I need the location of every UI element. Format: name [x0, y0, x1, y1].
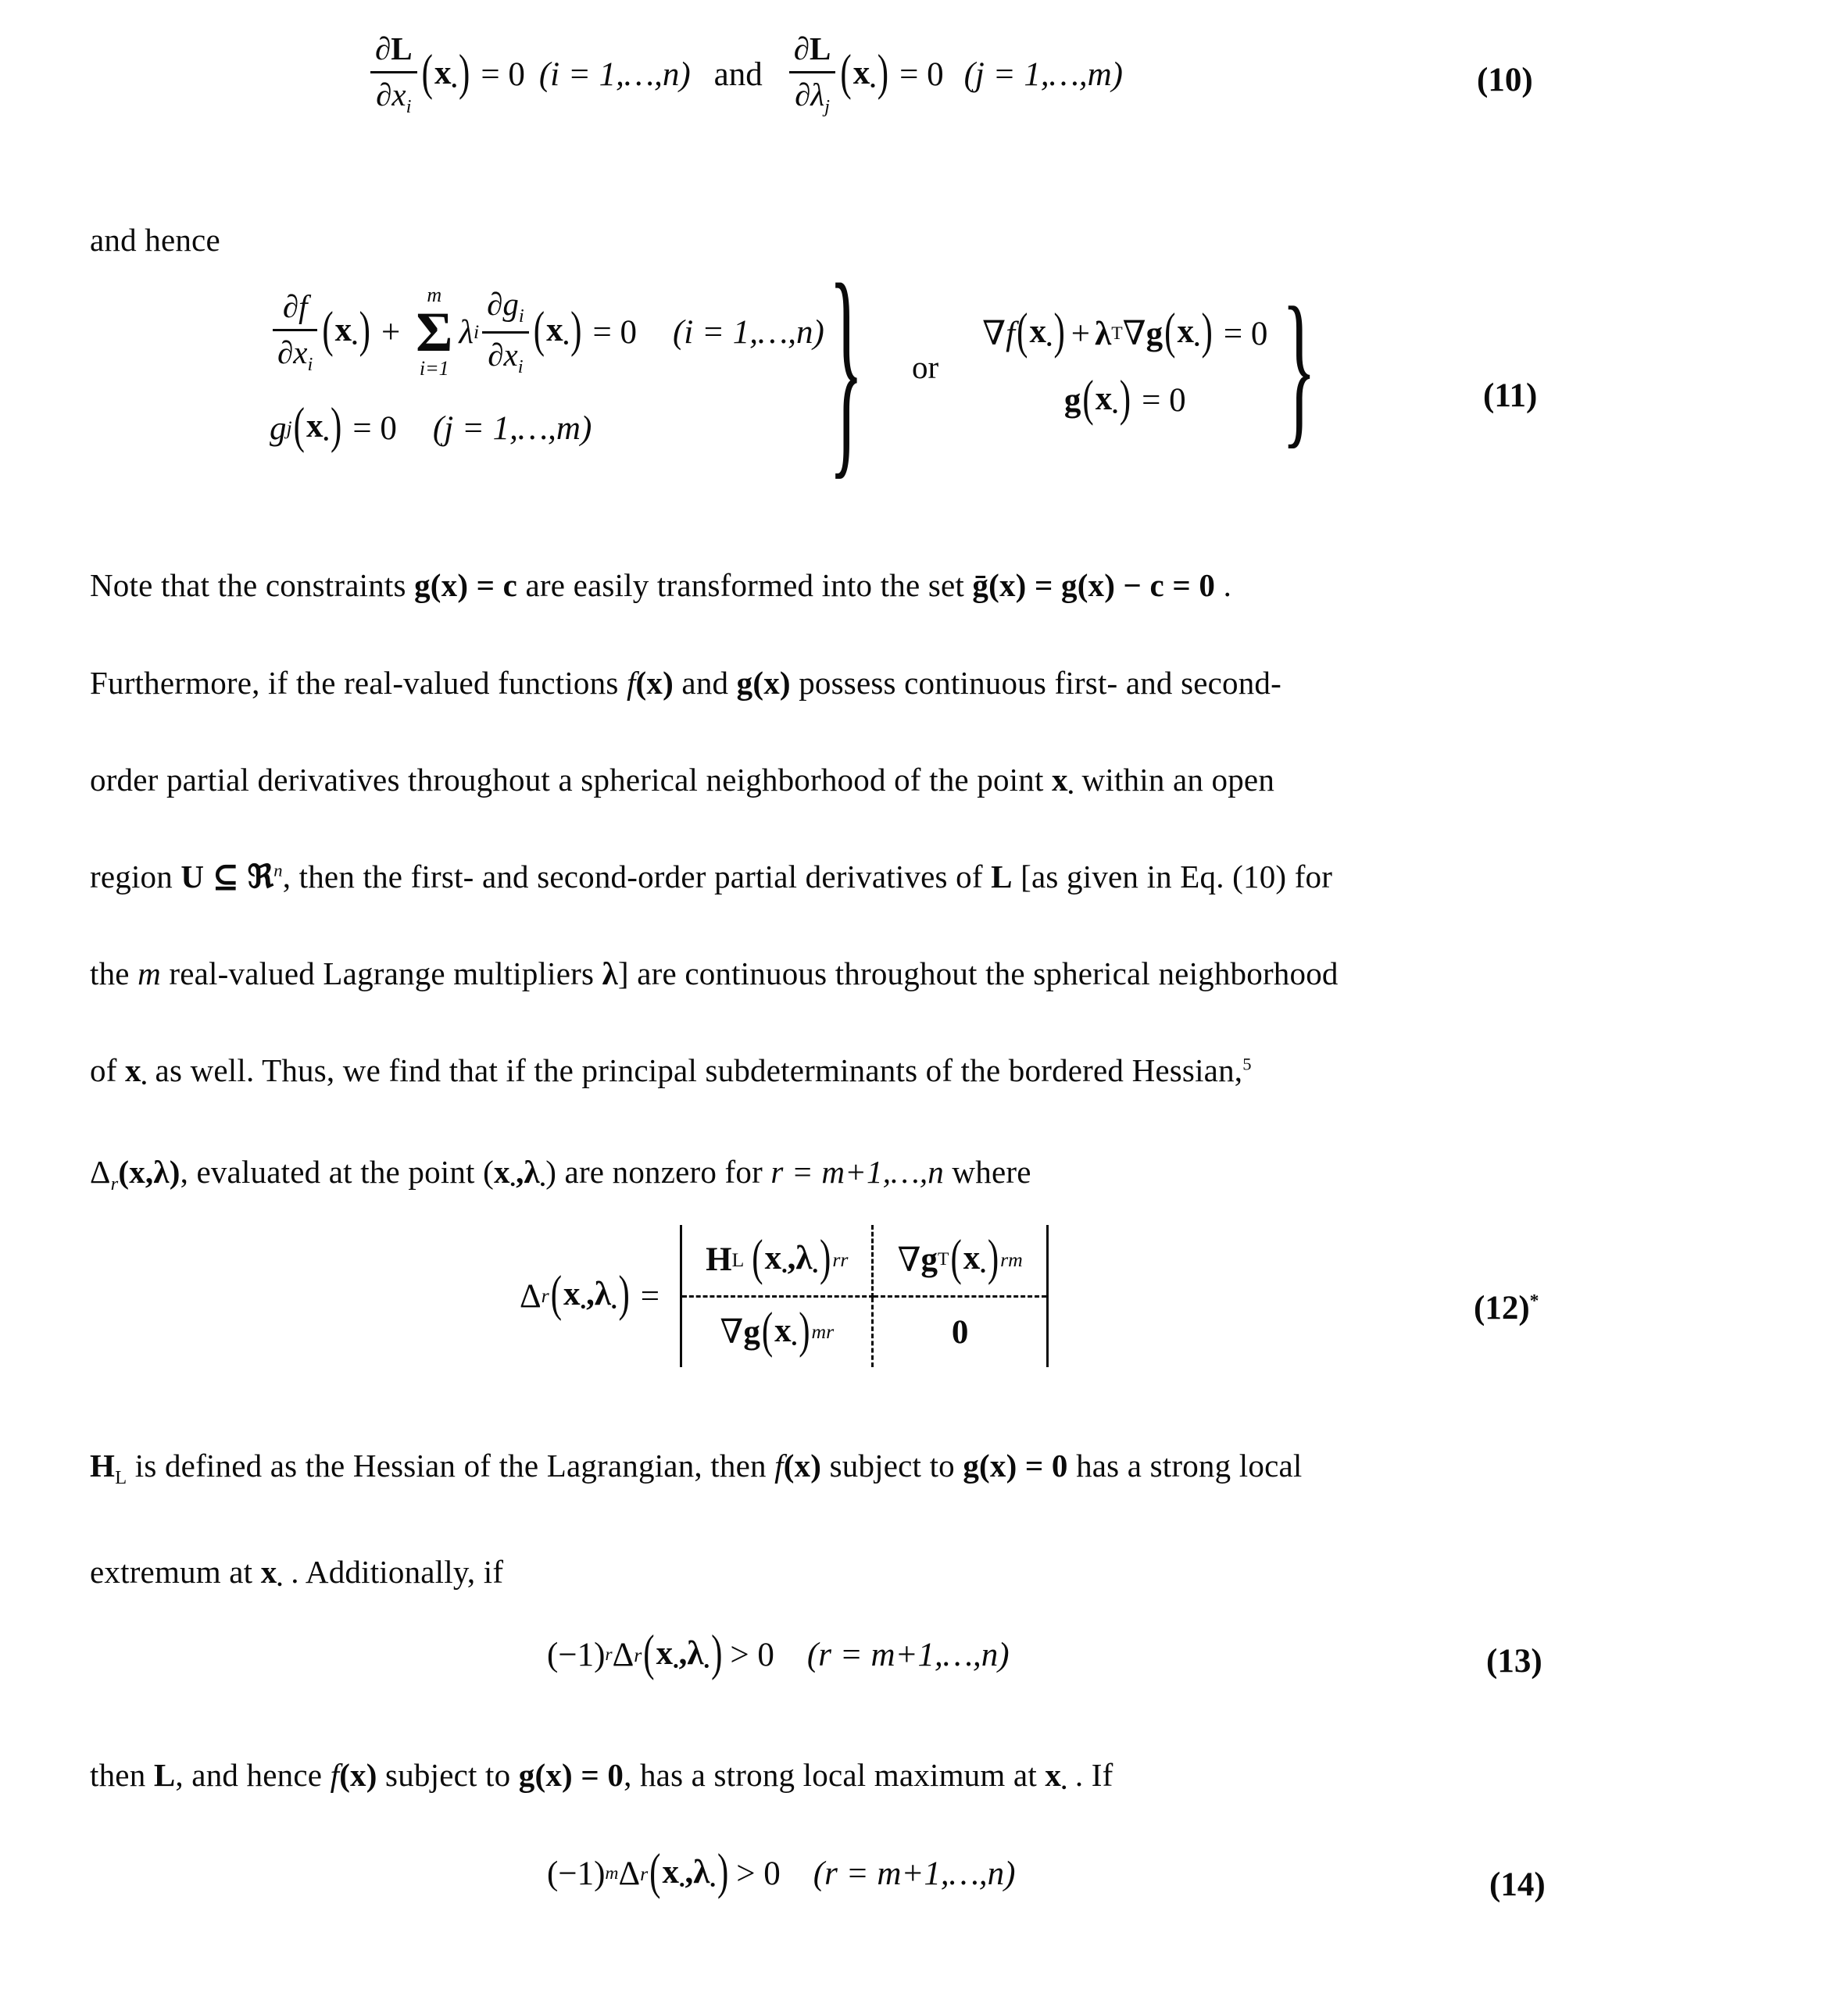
equals-sign: =	[640, 1277, 660, 1315]
condition-r: (r = m+1,…,n)	[813, 1855, 1016, 1893]
comma-lambda: ,λ	[685, 1854, 710, 1891]
x-argument: (x)	[783, 1448, 822, 1484]
point-subscript: •	[791, 1334, 798, 1353]
left-paren: (	[950, 1230, 962, 1286]
x-point-argument	[292, 398, 344, 455]
text: , evaluated at the point	[180, 1154, 484, 1190]
fraction-df-dxi	[273, 289, 317, 376]
text: Note that the constraints	[90, 567, 415, 603]
left-paren: (	[643, 1626, 655, 1681]
x-symbol: x	[764, 1240, 782, 1277]
lagrangian-symbol: L	[153, 1757, 176, 1793]
equals-zero: = 0	[481, 55, 525, 93]
text: then	[90, 1757, 154, 1793]
left-paren: (	[1164, 304, 1176, 360]
fraction-dL-dxi	[370, 31, 417, 118]
comma-lambda: ,λ	[678, 1635, 704, 1672]
summation	[416, 285, 452, 379]
plus-sign: +	[381, 313, 401, 351]
lambda-symbol: λ	[602, 955, 618, 991]
f-symbol: f	[774, 1448, 784, 1484]
text: are easily transformed into the set	[517, 567, 973, 603]
equals-zero: = 0	[352, 409, 397, 447]
condition-j: (j = 1,…,m)	[963, 55, 1123, 93]
paragraph-line-7	[90, 1153, 1031, 1195]
fraction-numerator	[789, 31, 836, 73]
equation-number-10: (10)	[1477, 62, 1533, 98]
x-symbol: x	[260, 1554, 277, 1590]
right-paren: )	[711, 1626, 723, 1681]
x-lambda-argument: (x,λ)	[118, 1154, 181, 1190]
hessian-symbol: H	[90, 1448, 116, 1484]
r-exponent: r	[605, 1644, 613, 1666]
right-paren: )	[1119, 371, 1131, 427]
index-i: i	[518, 305, 524, 327]
lagrangian-symbol: L	[810, 30, 831, 66]
left-paren: (	[761, 1302, 774, 1359]
point-subscript: •	[703, 1656, 710, 1676]
x-symbol: x	[1177, 313, 1194, 351]
nabla-symbol: ∇	[897, 1241, 921, 1279]
footnote-5-marker: 5	[1242, 1054, 1252, 1074]
left-paren: (	[293, 398, 305, 455]
minus-one-power: (−1)	[547, 1637, 606, 1674]
left-paren: (	[840, 45, 852, 101]
point-subscript: •	[563, 333, 570, 352]
delta-symbol: Δ	[520, 1277, 542, 1315]
x-symbol: x	[1045, 1757, 1062, 1793]
point-subscript: •	[580, 1297, 587, 1316]
x-lambda-point-argument	[549, 1266, 631, 1323]
asterisk-superscript: *	[1529, 1291, 1539, 1312]
lagrangian-symbol: L	[991, 859, 1013, 895]
equation-11	[270, 235, 1321, 499]
index-r: r	[110, 1173, 119, 1195]
fraction-numerator	[370, 31, 417, 73]
x-point-argument	[838, 45, 890, 101]
text: and	[673, 665, 737, 701]
g-symbol: g	[743, 1313, 760, 1351]
condition-r: (r = m+1,…,n)	[806, 1637, 1010, 1674]
point-subscript: •	[1194, 334, 1200, 354]
transpose-superscript: T	[1111, 323, 1123, 344]
text: subject to	[377, 1757, 519, 1793]
g-symbol: g	[270, 409, 287, 447]
paragraph-line-10	[90, 1756, 1113, 1798]
index-j: j	[286, 416, 292, 440]
rm-subscript: rm	[1000, 1248, 1023, 1271]
g-symbol: g	[1063, 382, 1081, 420]
x-point-argument	[420, 45, 472, 101]
determinant-cell-zero	[874, 1298, 1046, 1368]
condition-i: (i = 1,…,n)	[538, 55, 691, 93]
index-i: i	[517, 355, 524, 377]
text: extremum at	[90, 1554, 261, 1590]
point-subscript: •	[352, 333, 358, 352]
equals-zero: = 0	[1142, 382, 1186, 420]
partial-lambda: ∂λ	[795, 76, 825, 112]
mr-subscript: mr	[811, 1320, 835, 1344]
paragraph-line-5	[90, 955, 1339, 992]
condition-i: (i = 1,…,n)	[672, 313, 824, 351]
greater-than-zero: > 0	[736, 1855, 781, 1893]
x-point-argument	[1081, 371, 1132, 427]
equation-number-11: (11)	[1483, 377, 1538, 414]
paragraph-line-2	[90, 664, 1281, 702]
x-symbol: x	[656, 1635, 674, 1672]
equals-zero: = 0	[899, 55, 944, 93]
index-i: i	[473, 320, 480, 344]
text: has a strong local	[1067, 1448, 1303, 1484]
math-U-subset-Rn: U ⊆ ℜ	[181, 859, 274, 895]
paragraph-line-1	[90, 566, 1231, 604]
partial-g: ∂g	[487, 285, 519, 322]
text-and-hence	[90, 221, 220, 259]
partial-f: ∂f	[273, 289, 317, 331]
rr-subscript: rr	[832, 1248, 849, 1271]
sum-lower-limit: i=1	[419, 357, 449, 380]
index-i: i	[406, 96, 412, 118]
math-gbar-definition: ḡ(x) = g(x) − c = 0	[972, 567, 1216, 603]
x-symbol: x	[434, 54, 452, 91]
condition-j: (j = 1,…,m)	[432, 409, 592, 447]
x-point-argument	[1015, 304, 1067, 360]
point-subscript: •	[812, 1261, 819, 1280]
left-paren: (	[1082, 371, 1094, 427]
eq11-right-system	[982, 304, 1277, 427]
text: are nonzero for	[556, 1154, 771, 1190]
lambda-symbol: λ	[1095, 315, 1112, 352]
point-subscript: •	[870, 76, 876, 95]
text: of	[90, 1052, 126, 1088]
right-paren: )	[331, 398, 342, 455]
point-subscript: •	[1046, 334, 1053, 354]
plus-sign: +	[1071, 315, 1091, 352]
x-symbol: x	[563, 1276, 581, 1313]
point-subscript: •	[509, 1177, 517, 1194]
text: , has a strong local maximum at	[624, 1757, 1046, 1793]
delta-symbol: Δ	[618, 1855, 641, 1893]
right-paren: )	[799, 1302, 810, 1359]
point-subscript: •	[1061, 1780, 1067, 1798]
text: ] are continuous throughout the spherical neighborhood	[617, 955, 1339, 991]
x-argument: (x)	[635, 665, 674, 701]
point-subscript: •	[323, 429, 330, 448]
math-gx-equals-c: g(x) = c	[414, 567, 518, 603]
equals-zero: = 0	[592, 313, 637, 351]
right-paren: )	[1201, 304, 1213, 360]
x-symbol: x	[546, 312, 563, 349]
x-symbol: x	[1029, 313, 1046, 351]
equation-13	[547, 1626, 1010, 1681]
delta-symbol: Δ	[612, 1637, 634, 1674]
f-symbol: f	[626, 665, 636, 701]
x-symbol: x	[774, 1312, 792, 1349]
zero-symbol: 0	[951, 1313, 969, 1351]
text: Furthermore, if the real-valued functions	[90, 665, 627, 701]
g-symbol: g	[1146, 315, 1163, 352]
determinant-cell-hessian	[682, 1225, 874, 1298]
right-brace: }	[828, 235, 863, 499]
text: , and hence	[175, 1757, 331, 1793]
L-subscript: L	[115, 1467, 127, 1489]
x-symbol: x	[125, 1052, 141, 1088]
fraction-denominator	[370, 73, 417, 118]
fraction-dgi-dxi	[482, 287, 529, 377]
equation-number-14: (14)	[1489, 1866, 1546, 1903]
lambda-symbol: λ	[459, 313, 474, 351]
text: where	[943, 1154, 1031, 1190]
left-paren: (	[483, 1154, 494, 1190]
right-paren: )	[618, 1266, 630, 1323]
right-paren: )	[458, 45, 470, 101]
partial-symbol: ∂	[375, 30, 391, 66]
equation-12	[520, 1225, 1049, 1367]
comma-lambda: ,λ	[586, 1276, 611, 1313]
fraction-denominator	[789, 73, 836, 118]
left-paren: (	[533, 302, 545, 359]
fraction-denominator	[482, 334, 529, 378]
greater-than-zero: > 0	[730, 1637, 774, 1674]
eq11-left-row2	[270, 398, 824, 455]
left-paren: (	[421, 45, 433, 101]
equation-number-12	[1474, 1289, 1539, 1327]
x-argument: (x)	[339, 1757, 377, 1793]
index-r: r	[634, 1643, 642, 1666]
paragraph-line-8	[90, 1447, 1302, 1489]
f-symbol: f	[330, 1757, 340, 1793]
point-subscript: •	[1067, 784, 1074, 802]
x-lambda-point-argument	[750, 1230, 832, 1286]
paragraph-line-6	[90, 1052, 1252, 1093]
text: region	[90, 859, 181, 895]
text: as well. Thus, we find that if the principal subdeterminants of the bordered Hessian,	[147, 1052, 1243, 1088]
x-point-argument	[532, 302, 584, 359]
minus-one-power: (−1)	[547, 1855, 606, 1893]
comma-lambda: ,λ	[516, 1154, 540, 1190]
left-paren: (	[1017, 304, 1028, 360]
label-text: (12)	[1474, 1290, 1530, 1327]
left-paren: (	[322, 302, 334, 359]
x-point-argument	[760, 1302, 812, 1359]
lagrangian-symbol: L	[391, 30, 413, 66]
nabla-symbol: ∇	[1122, 316, 1146, 353]
comma-lambda: ,λ	[787, 1240, 813, 1277]
eq11-left-system	[270, 284, 824, 455]
x-lambda-point-argument	[483, 1154, 557, 1194]
equation-number-13: (13)	[1486, 1643, 1542, 1680]
equals-zero: = 0	[1223, 315, 1268, 352]
point-subscript: •	[1112, 402, 1118, 421]
left-paren: (	[649, 1844, 661, 1900]
partial-x: ∂x	[277, 334, 308, 370]
point-subscript: •	[673, 1656, 679, 1676]
x-lambda-point-argument	[642, 1626, 724, 1681]
right-paren: )	[359, 302, 370, 359]
x-symbol: x	[963, 1240, 981, 1277]
text: and hence	[90, 222, 220, 258]
fraction-numerator	[482, 287, 529, 334]
x-symbol: x	[306, 408, 323, 445]
text: [as given in Eq. (10) for	[1012, 859, 1333, 895]
m-exponent: m	[605, 1863, 619, 1884]
point-subscript: •	[610, 1297, 617, 1316]
partial-x: ∂x	[376, 76, 406, 112]
f-symbol: f	[1006, 315, 1016, 352]
point-subscript: •	[141, 1075, 148, 1093]
paragraph-line-9	[90, 1553, 503, 1594]
text: the	[90, 955, 138, 991]
fraction-dL-dlambdaj	[789, 31, 836, 118]
delta-symbol: Δ	[90, 1154, 111, 1190]
right-paren: )	[545, 1154, 557, 1190]
text: order partial derivatives throughout a spherical neighborhood of the point	[90, 762, 1052, 798]
bordered-hessian-determinant	[680, 1225, 1049, 1367]
eq11-left-row1	[270, 285, 824, 379]
paragraph-line-3	[90, 761, 1274, 802]
partial-x: ∂x	[488, 336, 518, 373]
text: .	[1215, 567, 1232, 603]
paragraph-line-4	[90, 858, 1332, 895]
x-symbol: x	[493, 1154, 510, 1190]
equation-14	[547, 1844, 1016, 1900]
left-paren: (	[550, 1266, 563, 1323]
point-subscript: •	[539, 1177, 546, 1194]
math-r-range: r = m+1,…,n	[770, 1154, 944, 1190]
math-gx: g(x)	[736, 665, 791, 701]
text: real-valued Lagrange multipliers	[160, 955, 602, 991]
x-symbol: x	[662, 1854, 679, 1891]
right-paren: )	[877, 45, 889, 101]
point-subscript: •	[781, 1261, 788, 1280]
x-symbol: x	[1052, 762, 1068, 798]
nabla-symbol: ∇	[720, 1314, 744, 1352]
point-subscript: •	[277, 1577, 283, 1594]
determinant-cell-grad	[682, 1298, 874, 1368]
x-point-argument	[320, 302, 372, 359]
right-brace: }	[1281, 271, 1317, 463]
right-paren: )	[1053, 304, 1065, 360]
text: subject to	[821, 1448, 963, 1484]
or-word: or	[911, 348, 939, 385]
transpose-superscript: T	[938, 1249, 949, 1270]
hessian-symbol: H	[706, 1241, 732, 1279]
sigma-symbol: Σ	[416, 301, 453, 363]
index-r: r	[640, 1862, 649, 1885]
right-paren: )	[570, 302, 582, 359]
eq11-right-row2	[1063, 371, 1196, 427]
math-gx-equals-0: g(x) = 0	[518, 1757, 624, 1793]
partial-symbol: ∂	[793, 30, 810, 66]
determinant-cell-grad-transpose	[874, 1225, 1046, 1298]
text: is defined as the Hessian of the Lagrangian, then	[127, 1448, 775, 1484]
text: . If	[1067, 1757, 1113, 1793]
x-point-argument	[949, 1230, 1000, 1286]
fraction-denominator	[273, 331, 317, 376]
eq11-right-row1	[982, 304, 1277, 360]
x-lambda-point-argument	[648, 1844, 730, 1900]
left-paren: (	[752, 1230, 763, 1286]
text: within an open	[1074, 762, 1275, 798]
math-gx-equals-0: g(x) = 0	[963, 1448, 1068, 1484]
index-j: j	[824, 96, 831, 118]
and-word: and	[713, 55, 763, 93]
x-symbol: x	[853, 54, 870, 91]
L-subscript: L	[731, 1248, 745, 1271]
right-paren: )	[820, 1230, 831, 1286]
right-paren: )	[987, 1230, 999, 1286]
text: . Additionally, if	[282, 1554, 504, 1590]
text: , then the first- and second-order partial derivatives of	[282, 859, 992, 895]
point-subscript: •	[679, 1875, 685, 1894]
nabla-symbol: ∇	[982, 316, 1006, 353]
point-subscript: •	[710, 1875, 716, 1894]
point-subscript: •	[980, 1261, 986, 1280]
x-symbol: x	[1095, 380, 1113, 417]
index-i: i	[307, 353, 313, 375]
g-symbol: g	[920, 1241, 938, 1279]
m-symbol: m	[138, 955, 161, 991]
x-point-argument	[1163, 304, 1214, 360]
equation-10	[367, 31, 1123, 118]
n-superscript: n	[273, 860, 283, 880]
text: possess continuous first- and second-	[790, 665, 1281, 701]
right-paren: )	[717, 1844, 729, 1900]
sum-upper-limit: m	[427, 284, 442, 306]
point-subscript: •	[451, 76, 457, 95]
x-symbol: x	[334, 312, 352, 349]
index-r: r	[541, 1284, 549, 1308]
